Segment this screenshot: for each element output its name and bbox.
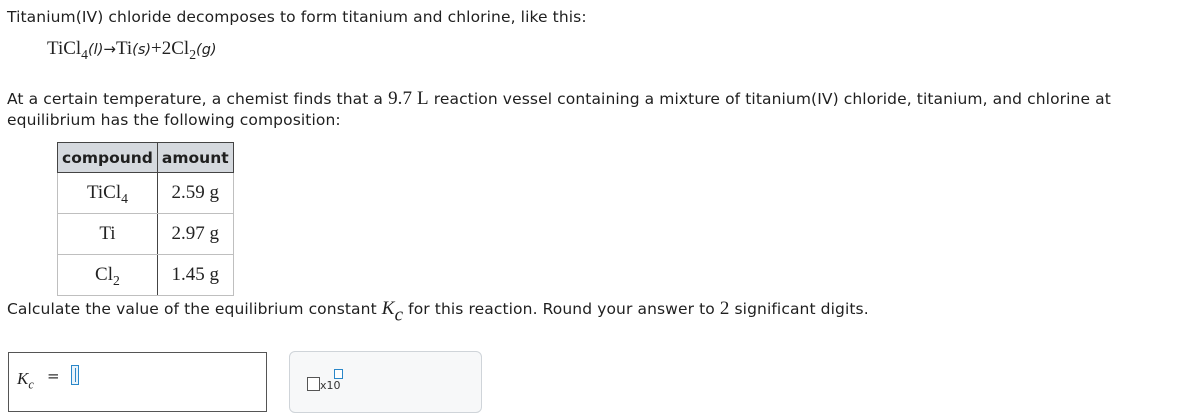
table-header-row (58, 143, 234, 173)
compound-cell (58, 214, 158, 255)
amount-cell: 2.59 g (157, 173, 233, 214)
amount-cell: 1.45 g (157, 255, 233, 296)
header-compound: compound (58, 143, 158, 173)
reactant-subscript: 4 (81, 46, 89, 62)
chemical-equation (47, 38, 217, 60)
x10-label: x10 (320, 379, 341, 392)
mantissa-box-icon (307, 377, 320, 391)
question-middle: for this reaction. Round your answer to (403, 300, 720, 318)
product-chlorine-subscript: 2 (189, 46, 197, 62)
answer-input-area[interactable] (8, 352, 267, 412)
product-chlorine-state: (g) (196, 42, 217, 58)
answer-k-subscript: c (28, 377, 34, 392)
kc-subscript: c (394, 304, 404, 326)
compound-name: Cl (95, 264, 113, 285)
amount-cell: 2.97 g (157, 214, 233, 255)
question-text (7, 298, 869, 326)
table-row (58, 255, 234, 296)
math-tools-panel (289, 351, 482, 413)
compound-name: Ti (99, 223, 116, 244)
product-titanium: Ti (115, 38, 133, 59)
product-chlorine: Cl (171, 38, 190, 59)
kc-symbol: K (381, 298, 395, 319)
exponent-box-icon (334, 369, 343, 379)
composition-table (57, 142, 234, 296)
reactant-state: (l) (88, 42, 104, 58)
problem-paragraph (7, 88, 1197, 131)
compound-subscript: 4 (121, 190, 128, 206)
coefficient: 2 (161, 38, 172, 59)
question-before: Calculate the value of the equilibrium constant (7, 300, 382, 318)
paragraph-before: At a certain temperature, a chemist finds that a (7, 90, 389, 108)
compound-cell (58, 173, 158, 214)
answer-label (17, 369, 34, 392)
intro-text: Titanium(IV) chloride decomposes to form titanium and chlorine, like this: (7, 8, 587, 26)
answer-k: K (17, 369, 29, 388)
header-amount: amount (157, 143, 233, 173)
plus-sign: + (151, 38, 162, 59)
paragraph-after: reaction vessel containing a mixture of titanium(IV) chloride, titanium, and chlorine at equilibrium has the following composition: (7, 90, 1111, 129)
compound-name: TiCl (86, 182, 122, 203)
scientific-notation-button[interactable] (307, 368, 347, 398)
compound-subscript: 2 (113, 272, 120, 288)
reaction-arrow: → (103, 40, 116, 58)
question-after: significant digits. (729, 300, 869, 318)
significant-digits: 2 (719, 298, 730, 319)
table-row (58, 173, 234, 214)
reactant: TiCl (47, 38, 82, 59)
product-titanium-state: (s) (132, 42, 152, 58)
table-row (58, 214, 234, 255)
vessel-volume: 9.7 L (388, 88, 429, 109)
compound-cell (58, 255, 158, 296)
equals-sign: = (47, 367, 60, 385)
answer-input-field[interactable] (71, 365, 79, 385)
